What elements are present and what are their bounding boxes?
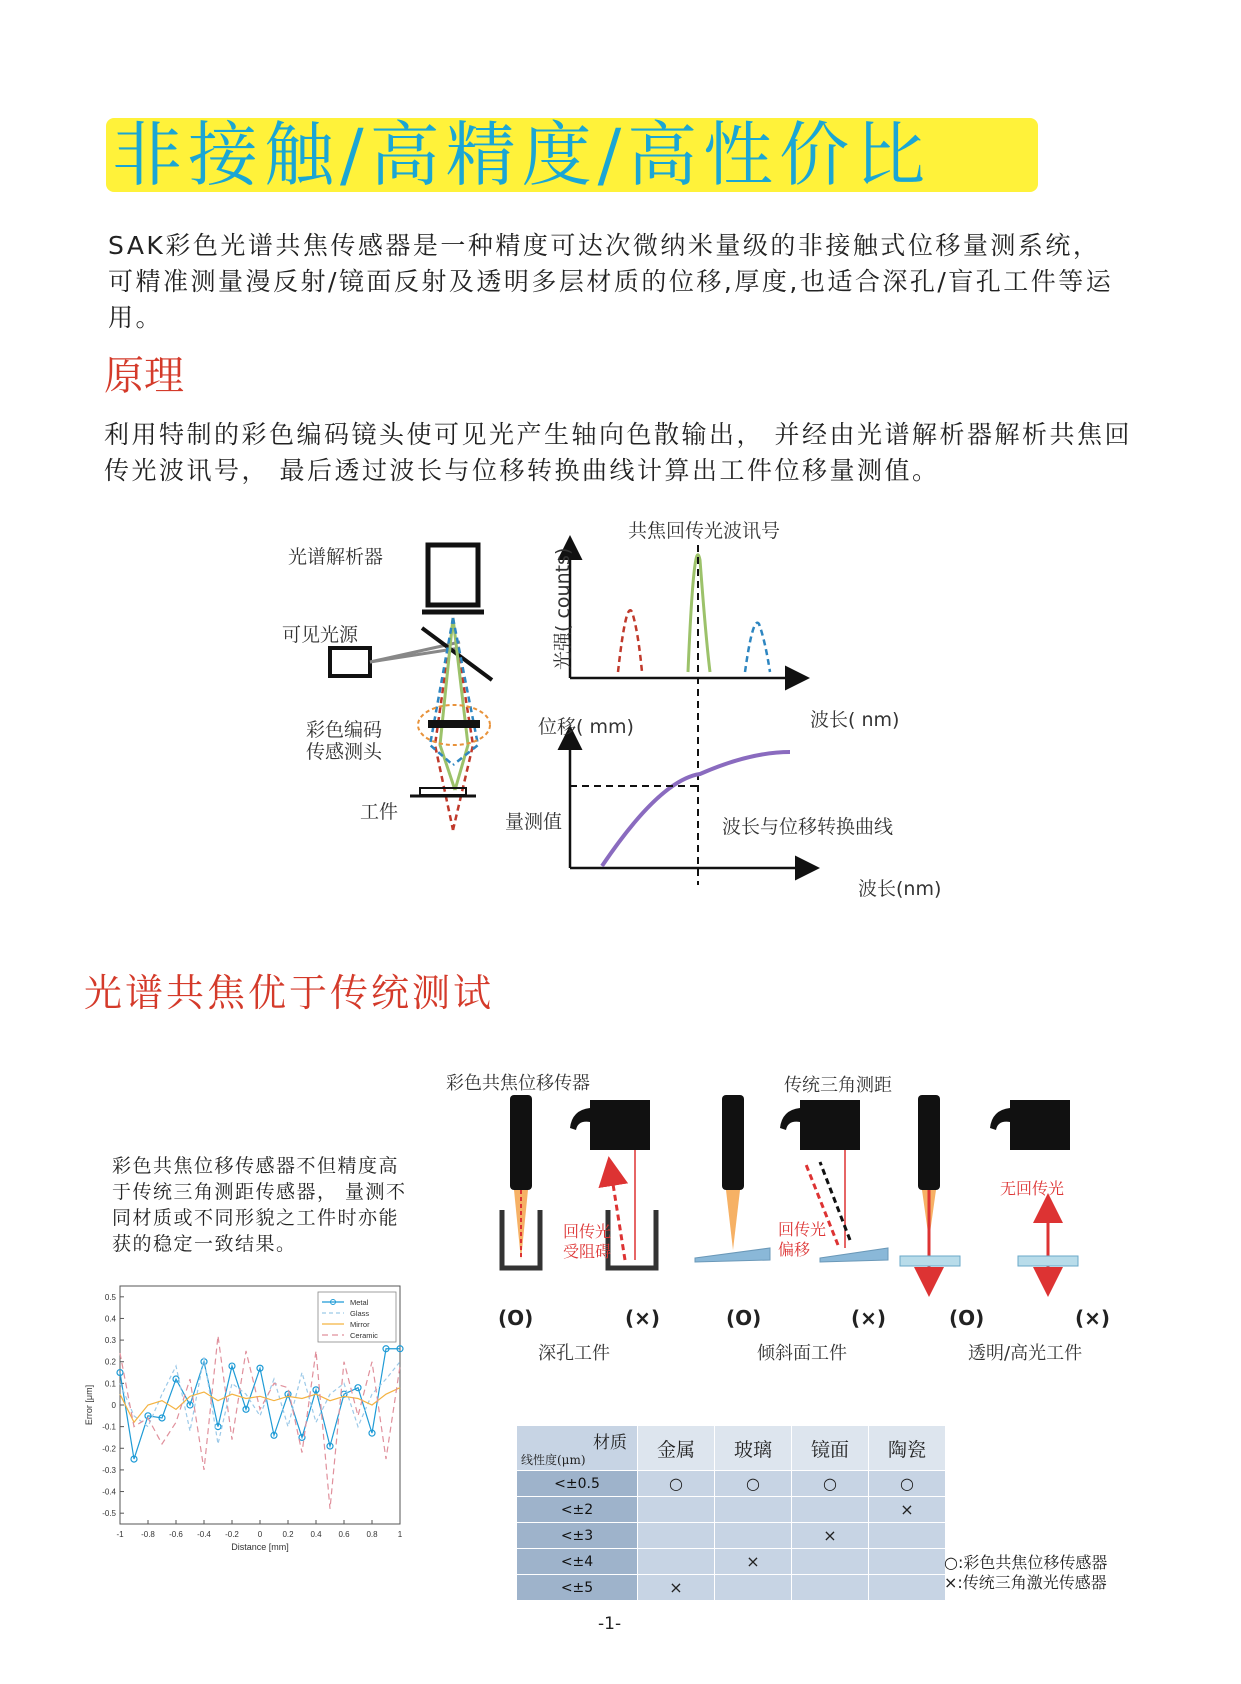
legend-circle-row — [944, 1553, 1107, 1573]
label-intensity-axis: 光强( counts) — [552, 547, 574, 670]
slope-note-2: 偏移 — [778, 1240, 811, 1259]
label-conversion-curve: 波长与位移转换曲线 — [722, 816, 894, 838]
col-header-mirror: 镜面 — [792, 1426, 869, 1471]
slope-note — [778, 1220, 826, 1260]
slope-good: (O) — [726, 1306, 762, 1330]
label-workpiece: 工件 — [360, 801, 399, 823]
x-tick-label: 0.8 — [366, 1530, 378, 1539]
x-tick-label: 1 — [397, 1530, 403, 1539]
page-number: -1- — [598, 1614, 622, 1634]
legend-cross-text: :传统三角激光传感器 — [957, 1573, 1107, 1592]
table-cell — [869, 1549, 946, 1575]
y-tick-label: 0.1 — [104, 1379, 116, 1389]
header-material: 材质 — [593, 1433, 627, 1453]
principle-paragraph: 利用特制的彩色编码镜头使可见光产生轴向色散输出， 并经由光谱解析器解析共焦回传光波讯号， 最后透过波长与位移转换曲线计算出工件位移量测值。 — [104, 420, 1132, 485]
transparent-note: 无回传光 — [1000, 1179, 1065, 1198]
slope-bad: (×) — [851, 1306, 887, 1330]
table-cell: ○ — [869, 1471, 946, 1497]
row-level: <±0.5 — [517, 1471, 638, 1497]
col-header-glass: 玻璃 — [715, 1426, 792, 1471]
legend-label: Glass — [350, 1309, 370, 1318]
row-level: <±2 — [517, 1497, 638, 1523]
y-tick-label: -0.5 — [102, 1509, 116, 1519]
table-row — [517, 1471, 946, 1497]
x-tick-label: -0.6 — [169, 1530, 183, 1539]
x-tick-label: -0.4 — [197, 1530, 211, 1539]
y-tick-label: 0.4 — [104, 1314, 116, 1324]
y-tick-label: 0.3 — [104, 1336, 116, 1346]
transparent-bad: (×) — [1075, 1306, 1111, 1330]
slope-label: 倾斜面工件 — [757, 1343, 847, 1364]
light-source-box — [330, 648, 370, 676]
table-cell: ○ — [638, 1471, 715, 1497]
triangle-title: 传统三角测距 — [784, 1075, 892, 1096]
table-header-row — [517, 1426, 946, 1471]
y-tick-label: 0.5 — [104, 1292, 116, 1302]
table-cell: × — [869, 1497, 946, 1523]
table-row — [517, 1575, 946, 1601]
label-signal-title: 共焦回传光波讯号 — [628, 520, 781, 542]
spectrometer-box — [428, 545, 478, 605]
deep-hole-bad: (×) — [625, 1306, 661, 1330]
error-chart — [80, 1278, 415, 1556]
table-cell — [792, 1497, 869, 1523]
symbol-legend — [944, 1553, 1107, 1593]
table-cell — [869, 1523, 946, 1549]
table-cell — [715, 1523, 792, 1549]
table-cell: ○ — [792, 1471, 869, 1497]
table-cell — [792, 1575, 869, 1601]
x-tick-label: 0.2 — [282, 1530, 294, 1539]
y-axis-label: Error [μm] — [84, 1384, 94, 1426]
sensor-illustrations — [480, 1090, 1130, 1310]
deep-hole-note-2: 受阻碍 — [563, 1242, 612, 1261]
label-wavelength-lower: 波长(nm) — [858, 878, 942, 900]
transparent-label: 透明/高光工件 — [968, 1343, 1083, 1364]
confocal-probe-3 — [918, 1095, 940, 1190]
row-level: <±5 — [517, 1575, 638, 1601]
deep-hole-note — [563, 1222, 611, 1262]
deep-hole-good: (O) — [498, 1306, 534, 1330]
row-level: <±4 — [517, 1549, 638, 1575]
compare-heading: 光谱共焦优于传统测试 — [84, 971, 495, 1015]
table-row — [517, 1497, 946, 1523]
confocal-probe-2 — [722, 1095, 744, 1190]
y-tick-label: -0.3 — [102, 1465, 116, 1475]
col-header-ceramic: 陶瓷 — [869, 1426, 946, 1471]
legend-circle-text: :彩色共焦位移传感器 — [957, 1553, 1108, 1572]
row-level: <±3 — [517, 1523, 638, 1549]
table-cell — [792, 1549, 869, 1575]
col-header-metal: 金属 — [638, 1426, 715, 1471]
legend-label: Metal — [350, 1298, 369, 1307]
x-tick-label: 0.4 — [310, 1530, 322, 1539]
circle-icon: ○ — [944, 1553, 958, 1572]
intro-paragraph: SAK彩色光谱共焦传感器是一种精度可达次微纳米量级的非接触式位移量测系统， 可精准测量漫反射/镜面反射及透明多层材质的位移,厚度,也适合深孔/盲孔工件等运用。 — [108, 231, 1114, 332]
principle-heading: 原理 — [104, 353, 184, 399]
table-cell — [869, 1575, 946, 1601]
label-probe-1: 彩色编码 — [306, 719, 383, 741]
table-cell — [638, 1523, 715, 1549]
x-axis-label: Distance [mm] — [231, 1542, 289, 1552]
table-cell: × — [638, 1575, 715, 1601]
triangle-sensor-2 — [780, 1100, 860, 1150]
y-tick-label: -0.2 — [102, 1444, 116, 1454]
y-tick-label: 0.2 — [104, 1357, 116, 1367]
deep-hole-note-1: 回传光 — [563, 1222, 612, 1241]
table-cell — [638, 1497, 715, 1523]
x-tick-label: 0.6 — [338, 1530, 350, 1539]
cross-icon: × — [944, 1573, 958, 1592]
table-cell: ○ — [715, 1471, 792, 1497]
y-tick-label: 0 — [111, 1401, 116, 1410]
table-row — [517, 1523, 946, 1549]
table-corner-cell — [517, 1426, 638, 1471]
confocal-title: 彩色共焦位移传器 — [446, 1073, 590, 1094]
y-tick-label: -0.1 — [102, 1422, 116, 1432]
label-wavelength-upper: 波长( nm) — [810, 709, 900, 731]
legend-label: Mirror — [350, 1320, 370, 1329]
transparent-good: (O) — [949, 1306, 985, 1330]
compare-paragraph: 彩色共焦位移传感器不但精度高于传统三角测距传感器， 量测不同材质或不同形貌之工件时亦能获的稳定一致结果。 — [112, 1155, 407, 1255]
x-tick-label: -0.8 — [141, 1530, 155, 1539]
table-cell: × — [715, 1549, 792, 1575]
slope-note-1: 回传光 — [778, 1220, 827, 1239]
x-tick-label: 0 — [257, 1530, 263, 1539]
label-probe-2: 传感测头 — [306, 741, 383, 763]
confocal-probe-1 — [510, 1095, 532, 1190]
probe-lens — [428, 720, 480, 728]
table-cell — [638, 1549, 715, 1575]
label-light-source: 可见光源 — [282, 624, 359, 646]
table-row — [517, 1549, 946, 1575]
table-cell — [715, 1575, 792, 1601]
label-measured-value: 量测值 — [505, 811, 563, 833]
table-cell: × — [792, 1523, 869, 1549]
header-linearity: 线性度(μm) — [521, 1453, 586, 1467]
x-tick-label: -0.2 — [225, 1530, 239, 1539]
triangle-sensor-3 — [990, 1100, 1070, 1150]
legend-label: Ceramic — [350, 1331, 378, 1340]
table-cell — [715, 1497, 792, 1523]
page-title: 非接触/高精度/高性价比 — [112, 114, 932, 196]
deep-hole-label: 深孔工件 — [538, 1343, 610, 1364]
linearity-table — [516, 1425, 946, 1601]
legend-cross-row — [944, 1573, 1107, 1593]
label-displacement-axis: 位移( mm) — [538, 716, 634, 738]
label-analyzer: 光谱解析器 — [288, 546, 384, 568]
y-tick-label: -0.4 — [102, 1487, 116, 1497]
triangle-sensor-1 — [570, 1100, 650, 1150]
x-tick-label: -1 — [116, 1530, 124, 1539]
